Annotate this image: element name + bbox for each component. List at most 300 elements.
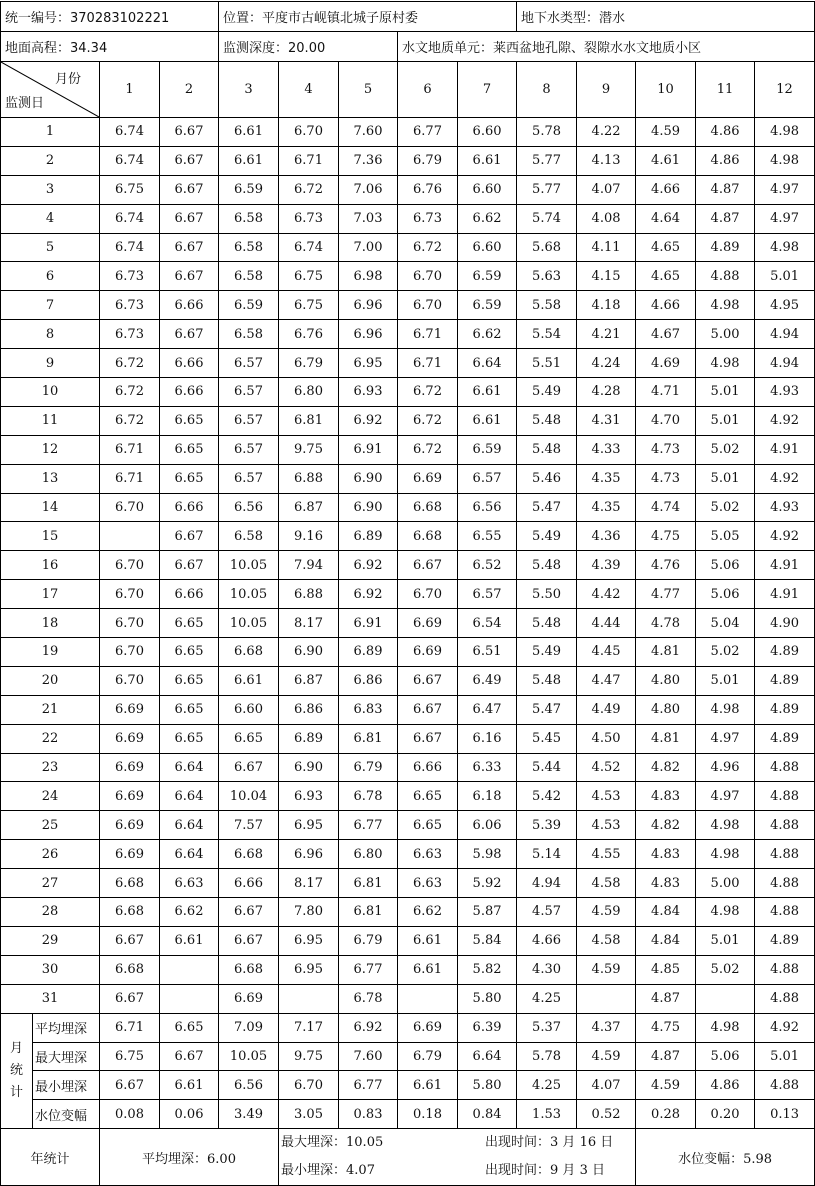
depth-cell: 4.25 bbox=[517, 984, 577, 1013]
annual-average: 平均埋深：6.00 bbox=[100, 1129, 279, 1186]
stat-cell: 4.87 bbox=[636, 1042, 696, 1071]
day-cell: 5 bbox=[1, 233, 100, 262]
depth-cell: 4.35 bbox=[577, 464, 636, 493]
depth-cell: 6.47 bbox=[458, 695, 517, 724]
stat-cell: 7.17 bbox=[279, 1013, 339, 1042]
depth-cell: 7.00 bbox=[339, 233, 398, 262]
depth-cell: 6.57 bbox=[219, 406, 279, 435]
depth-cell: 5.05 bbox=[696, 522, 755, 551]
depth-cell: 5.02 bbox=[696, 638, 755, 667]
depth-cell: 4.24 bbox=[577, 349, 636, 378]
depth-cell: 6.74 bbox=[100, 146, 160, 175]
depth-cell: 6.67 bbox=[160, 320, 219, 349]
depth-cell: 6.75 bbox=[279, 291, 339, 320]
depth-cell: 8.17 bbox=[279, 869, 339, 898]
month-header-7: 7 bbox=[458, 62, 517, 118]
depth-cell: 6.98 bbox=[339, 262, 398, 291]
table-row bbox=[1, 638, 815, 667]
monthly-stats-label bbox=[1, 1013, 33, 1129]
depth-cell: 5.50 bbox=[517, 580, 577, 609]
stat-cell: 0.06 bbox=[160, 1100, 219, 1129]
depth-cell: 6.63 bbox=[398, 869, 458, 898]
stat-cell: 0.08 bbox=[100, 1100, 160, 1129]
table-row bbox=[1, 782, 815, 811]
depth-cell: 6.58 bbox=[219, 204, 279, 233]
depth-cell: 6.67 bbox=[160, 262, 219, 291]
annual-min-time: 出现时间：9 月 3 日 bbox=[485, 1163, 605, 1179]
depth-cell: 6.87 bbox=[279, 666, 339, 695]
depth-cell: 6.66 bbox=[160, 580, 219, 609]
day-cell: 13 bbox=[1, 464, 100, 493]
stat-cell: 5.78 bbox=[517, 1042, 577, 1071]
table-row bbox=[1, 146, 815, 175]
depth-cell: 6.73 bbox=[100, 291, 160, 320]
depth-cell: 6.69 bbox=[100, 782, 160, 811]
depth-cell: 6.69 bbox=[398, 609, 458, 638]
stat-cell: 5.01 bbox=[755, 1042, 815, 1071]
day-cell: 9 bbox=[1, 349, 100, 378]
table-row bbox=[1, 955, 815, 984]
depth-cell: 6.77 bbox=[398, 118, 458, 147]
depth-cell: 4.92 bbox=[755, 464, 815, 493]
depth-cell: 5.44 bbox=[517, 753, 577, 782]
depth-cell: 4.07 bbox=[577, 175, 636, 204]
depth-cell: 5.01 bbox=[755, 262, 815, 291]
depth-cell: 4.57 bbox=[517, 898, 577, 927]
depth-cell: 4.88 bbox=[755, 898, 815, 927]
depth-cell: 6.96 bbox=[339, 320, 398, 349]
day-cell: 7 bbox=[1, 291, 100, 320]
annual-min-depth: 最小埋深：4.07 bbox=[281, 1163, 375, 1179]
depth-cell: 6.87 bbox=[279, 493, 339, 522]
depth-cell bbox=[160, 955, 219, 984]
depth-cell: 6.76 bbox=[279, 320, 339, 349]
depth-cell: 6.56 bbox=[219, 493, 279, 522]
depth-cell: 6.65 bbox=[160, 638, 219, 667]
depth-cell: 6.60 bbox=[458, 233, 517, 262]
depth-cell: 6.65 bbox=[160, 435, 219, 464]
depth-cell: 6.58 bbox=[219, 233, 279, 262]
monitoring-depth: 监测深度：20.00 bbox=[219, 32, 398, 62]
depth-cell: 4.45 bbox=[577, 638, 636, 667]
depth-cell: 6.63 bbox=[398, 840, 458, 869]
depth-cell: 4.98 bbox=[696, 695, 755, 724]
depth-cell: 6.80 bbox=[279, 378, 339, 407]
depth-cell: 4.53 bbox=[577, 782, 636, 811]
depth-cell: 4.42 bbox=[577, 580, 636, 609]
depth-cell: 4.94 bbox=[755, 320, 815, 349]
depth-cell: 6.86 bbox=[279, 695, 339, 724]
day-cell: 28 bbox=[1, 898, 100, 927]
depth-cell: 6.65 bbox=[160, 609, 219, 638]
stat-cell: 0.18 bbox=[398, 1100, 458, 1129]
depth-cell: 6.72 bbox=[100, 378, 160, 407]
depth-cell: 6.59 bbox=[458, 291, 517, 320]
stat-cell: 6.92 bbox=[339, 1013, 398, 1042]
depth-cell: 4.70 bbox=[636, 406, 696, 435]
depth-cell: 6.69 bbox=[100, 811, 160, 840]
depth-cell: 4.83 bbox=[636, 840, 696, 869]
day-cell: 17 bbox=[1, 580, 100, 609]
depth-cell: 6.66 bbox=[160, 291, 219, 320]
stat-cell: 4.59 bbox=[577, 1042, 636, 1071]
stat-cell: 6.61 bbox=[160, 1071, 219, 1100]
depth-cell: 6.95 bbox=[279, 811, 339, 840]
depth-cell: 6.89 bbox=[339, 522, 398, 551]
depth-cell: 4.75 bbox=[636, 522, 696, 551]
depth-cell: 6.67 bbox=[160, 175, 219, 204]
day-cell: 2 bbox=[1, 146, 100, 175]
depth-cell: 6.92 bbox=[339, 406, 398, 435]
depth-cell: 6.69 bbox=[100, 695, 160, 724]
depth-cell: 4.88 bbox=[755, 955, 815, 984]
depth-cell: 4.36 bbox=[577, 522, 636, 551]
depth-cell: 4.98 bbox=[696, 811, 755, 840]
depth-cell: 6.69 bbox=[398, 464, 458, 493]
stat-cell: 6.79 bbox=[398, 1042, 458, 1071]
depth-cell: 6.61 bbox=[458, 146, 517, 175]
depth-cell: 4.13 bbox=[577, 146, 636, 175]
depth-cell: 5.02 bbox=[696, 493, 755, 522]
depth-cell: 4.22 bbox=[577, 118, 636, 147]
depth-cell: 5.51 bbox=[517, 349, 577, 378]
day-cell: 23 bbox=[1, 753, 100, 782]
depth-cell: 4.61 bbox=[636, 146, 696, 175]
stat-cell: 6.77 bbox=[339, 1071, 398, 1100]
depth-cell: 6.69 bbox=[100, 724, 160, 753]
depth-cell: 4.58 bbox=[577, 869, 636, 898]
depth-cell: 4.98 bbox=[696, 898, 755, 927]
depth-cell: 4.52 bbox=[577, 753, 636, 782]
depth-cell: 4.11 bbox=[577, 233, 636, 262]
stat-cell: 0.83 bbox=[339, 1100, 398, 1129]
table-row bbox=[1, 435, 815, 464]
depth-cell: 5.00 bbox=[696, 869, 755, 898]
depth-cell: 6.79 bbox=[339, 753, 398, 782]
depth-cell: 5.01 bbox=[696, 406, 755, 435]
depth-cell: 6.74 bbox=[100, 118, 160, 147]
day-cell: 22 bbox=[1, 724, 100, 753]
depth-cell: 6.90 bbox=[279, 638, 339, 667]
depth-cell: 5.06 bbox=[696, 551, 755, 580]
depth-cell: 10.05 bbox=[219, 551, 279, 580]
depth-cell: 6.73 bbox=[398, 204, 458, 233]
depth-cell: 4.85 bbox=[636, 955, 696, 984]
day-cell: 18 bbox=[1, 609, 100, 638]
stat-cell: 5.37 bbox=[517, 1013, 577, 1042]
day-cell: 10 bbox=[1, 378, 100, 407]
depth-cell: 6.64 bbox=[458, 349, 517, 378]
depth-cell: 6.68 bbox=[219, 638, 279, 667]
depth-cell: 4.89 bbox=[755, 638, 815, 667]
depth-cell: 4.87 bbox=[696, 175, 755, 204]
table-row bbox=[1, 320, 815, 349]
corner-month-label: 月份 bbox=[54, 72, 81, 87]
stat-row bbox=[1, 1071, 815, 1100]
stat-cell: 0.28 bbox=[636, 1100, 696, 1129]
depth-cell: 4.94 bbox=[755, 349, 815, 378]
depth-cell bbox=[398, 984, 458, 1013]
depth-cell: 5.58 bbox=[517, 291, 577, 320]
depth-cell: 4.92 bbox=[755, 406, 815, 435]
station-id: 统一编号：370283102221 bbox=[1, 2, 219, 32]
stat-cell: 6.67 bbox=[160, 1042, 219, 1071]
stat-cell: 6.65 bbox=[160, 1013, 219, 1042]
stat-cell: 5.06 bbox=[696, 1042, 755, 1071]
table-row bbox=[1, 811, 815, 840]
stat-cell: 0.13 bbox=[755, 1100, 815, 1129]
depth-cell: 4.87 bbox=[636, 984, 696, 1013]
depth-cell: 6.18 bbox=[458, 782, 517, 811]
depth-cell: 4.88 bbox=[755, 811, 815, 840]
day-cell: 24 bbox=[1, 782, 100, 811]
depth-cell bbox=[100, 522, 160, 551]
depth-cell: 6.89 bbox=[339, 638, 398, 667]
depth-cell: 4.66 bbox=[517, 926, 577, 955]
depth-cell: 4.50 bbox=[577, 724, 636, 753]
depth-cell: 6.72 bbox=[398, 378, 458, 407]
table-row bbox=[1, 233, 815, 262]
day-cell: 30 bbox=[1, 955, 100, 984]
month-header-12: 12 bbox=[755, 62, 815, 118]
table-row bbox=[1, 204, 815, 233]
depth-cell: 6.69 bbox=[100, 840, 160, 869]
depth-cell: 6.33 bbox=[458, 753, 517, 782]
depth-cell: 5.02 bbox=[696, 435, 755, 464]
depth-cell: 10.05 bbox=[219, 580, 279, 609]
depth-cell: 6.95 bbox=[339, 349, 398, 378]
month-header-2: 2 bbox=[160, 62, 219, 118]
depth-cell: 6.67 bbox=[398, 695, 458, 724]
depth-cell: 4.97 bbox=[696, 782, 755, 811]
depth-cell: 4.65 bbox=[636, 262, 696, 291]
depth-cell: 6.72 bbox=[398, 406, 458, 435]
depth-cell: 6.61 bbox=[398, 955, 458, 984]
stat-cell: 4.86 bbox=[696, 1071, 755, 1100]
depth-cell: 7.57 bbox=[219, 811, 279, 840]
stat-cell: 6.75 bbox=[100, 1042, 160, 1071]
depth-cell: 6.61 bbox=[458, 406, 517, 435]
depth-cell: 6.61 bbox=[160, 926, 219, 955]
depth-cell: 5.48 bbox=[517, 406, 577, 435]
stat-cell: 6.64 bbox=[458, 1042, 517, 1071]
location: 位置：平度市古岘镇北城子原村委 bbox=[219, 2, 517, 32]
depth-cell: 4.58 bbox=[577, 926, 636, 955]
depth-cell: 6.69 bbox=[398, 638, 458, 667]
depth-cell: 4.78 bbox=[636, 609, 696, 638]
day-cell: 14 bbox=[1, 493, 100, 522]
depth-cell: 6.57 bbox=[458, 580, 517, 609]
depth-cell: 6.68 bbox=[398, 493, 458, 522]
depth-cell: 6.68 bbox=[100, 955, 160, 984]
depth-cell: 7.36 bbox=[339, 146, 398, 175]
depth-cell: 4.83 bbox=[636, 869, 696, 898]
month-header-4: 4 bbox=[279, 62, 339, 118]
depth-cell: 6.67 bbox=[219, 926, 279, 955]
depth-cell: 6.67 bbox=[100, 984, 160, 1013]
depth-cell: 6.70 bbox=[398, 291, 458, 320]
stat-cell: 0.52 bbox=[577, 1100, 636, 1129]
stat-cell: 6.39 bbox=[458, 1013, 517, 1042]
depth-cell: 5.48 bbox=[517, 666, 577, 695]
depth-cell: 6.72 bbox=[100, 349, 160, 378]
depth-cell: 6.93 bbox=[279, 782, 339, 811]
depth-cell: 4.82 bbox=[636, 811, 696, 840]
day-cell: 20 bbox=[1, 666, 100, 695]
depth-cell bbox=[160, 984, 219, 1013]
depth-cell: 6.73 bbox=[100, 262, 160, 291]
depth-cell: 6.71 bbox=[279, 146, 339, 175]
depth-cell: 6.79 bbox=[279, 349, 339, 378]
depth-cell: 5.77 bbox=[517, 175, 577, 204]
depth-cell: 6.06 bbox=[458, 811, 517, 840]
stat-cell: 4.88 bbox=[755, 1071, 815, 1100]
depth-cell: 10.05 bbox=[219, 609, 279, 638]
month-header-row bbox=[1, 62, 815, 118]
depth-cell: 4.88 bbox=[755, 869, 815, 898]
stat-cell: 10.05 bbox=[219, 1042, 279, 1071]
stat-cell: 5.80 bbox=[458, 1071, 517, 1100]
depth-cell: 6.74 bbox=[279, 233, 339, 262]
depth-cell: 4.98 bbox=[755, 118, 815, 147]
depth-cell bbox=[577, 984, 636, 1013]
depth-cell: 5.48 bbox=[517, 609, 577, 638]
day-cell: 1 bbox=[1, 118, 100, 147]
depth-cell: 4.59 bbox=[577, 955, 636, 984]
depth-cell: 6.72 bbox=[100, 406, 160, 435]
stat-cell: 4.75 bbox=[636, 1013, 696, 1042]
depth-cell: 5.48 bbox=[517, 551, 577, 580]
depth-cell: 6.66 bbox=[160, 349, 219, 378]
month-header-3: 3 bbox=[219, 62, 279, 118]
month-header-10: 10 bbox=[636, 62, 696, 118]
depth-cell: 6.70 bbox=[100, 580, 160, 609]
depth-cell: 4.35 bbox=[577, 493, 636, 522]
depth-cell: 4.97 bbox=[755, 204, 815, 233]
depth-cell: 6.65 bbox=[398, 811, 458, 840]
groundwater-depth-table bbox=[0, 1, 815, 1186]
depth-cell: 4.97 bbox=[755, 175, 815, 204]
depth-cell: 6.58 bbox=[219, 320, 279, 349]
stat-cell: 6.56 bbox=[219, 1071, 279, 1100]
depth-cell: 4.89 bbox=[755, 666, 815, 695]
depth-cell: 6.55 bbox=[458, 522, 517, 551]
depth-cell: 6.16 bbox=[458, 724, 517, 753]
depth-cell: 10.04 bbox=[219, 782, 279, 811]
depth-cell: 6.77 bbox=[339, 955, 398, 984]
depth-cell: 6.65 bbox=[160, 464, 219, 493]
depth-cell: 6.76 bbox=[398, 175, 458, 204]
depth-cell: 6.67 bbox=[160, 522, 219, 551]
depth-cell: 6.69 bbox=[100, 753, 160, 782]
depth-cell: 6.62 bbox=[458, 320, 517, 349]
depth-cell: 6.54 bbox=[458, 609, 517, 638]
annual-range: 水位变幅：5.98 bbox=[636, 1129, 815, 1186]
depth-cell: 6.57 bbox=[219, 378, 279, 407]
depth-cell: 4.88 bbox=[755, 782, 815, 811]
table-row bbox=[1, 869, 815, 898]
depth-cell: 5.63 bbox=[517, 262, 577, 291]
depth-cell: 5.04 bbox=[696, 609, 755, 638]
depth-cell: 4.91 bbox=[755, 551, 815, 580]
day-cell: 16 bbox=[1, 551, 100, 580]
depth-cell: 6.70 bbox=[100, 493, 160, 522]
day-cell: 4 bbox=[1, 204, 100, 233]
depth-cell: 4.82 bbox=[636, 753, 696, 782]
depth-cell: 6.70 bbox=[100, 638, 160, 667]
depth-cell: 6.61 bbox=[398, 926, 458, 955]
depth-cell: 6.96 bbox=[339, 291, 398, 320]
stat-label: 水位变幅 bbox=[33, 1100, 100, 1129]
depth-cell: 5.49 bbox=[517, 522, 577, 551]
depth-cell: 6.72 bbox=[398, 435, 458, 464]
depth-cell: 6.57 bbox=[219, 435, 279, 464]
day-cell: 26 bbox=[1, 840, 100, 869]
depth-cell: 6.77 bbox=[339, 811, 398, 840]
depth-cell: 6.81 bbox=[279, 406, 339, 435]
depth-cell: 6.65 bbox=[398, 782, 458, 811]
depth-cell: 6.73 bbox=[100, 320, 160, 349]
table-row bbox=[1, 753, 815, 782]
depth-cell: 4.92 bbox=[755, 522, 815, 551]
depth-cell: 6.68 bbox=[100, 869, 160, 898]
depth-cell: 4.65 bbox=[636, 233, 696, 262]
depth-cell: 4.98 bbox=[696, 840, 755, 869]
depth-cell: 6.90 bbox=[279, 753, 339, 782]
depth-cell: 4.44 bbox=[577, 609, 636, 638]
depth-cell: 4.97 bbox=[696, 724, 755, 753]
table-row bbox=[1, 609, 815, 638]
day-cell: 25 bbox=[1, 811, 100, 840]
depth-cell: 5.14 bbox=[517, 840, 577, 869]
stat-cell: 4.92 bbox=[755, 1013, 815, 1042]
depth-cell: 4.89 bbox=[696, 233, 755, 262]
stat-row bbox=[1, 1013, 815, 1042]
table-row bbox=[1, 666, 815, 695]
depth-cell: 4.15 bbox=[577, 262, 636, 291]
depth-cell: 4.81 bbox=[636, 724, 696, 753]
depth-cell: 6.89 bbox=[279, 724, 339, 753]
depth-cell: 6.71 bbox=[100, 435, 160, 464]
groundwater-type: 地下水类型：潜水 bbox=[517, 2, 815, 32]
stat-cell: 3.05 bbox=[279, 1100, 339, 1129]
depth-cell: 4.76 bbox=[636, 551, 696, 580]
depth-cell: 5.87 bbox=[458, 898, 517, 927]
depth-cell: 6.61 bbox=[219, 118, 279, 147]
depth-cell: 9.16 bbox=[279, 522, 339, 551]
corner-cell bbox=[1, 62, 100, 118]
depth-cell: 5.01 bbox=[696, 666, 755, 695]
depth-cell: 4.89 bbox=[755, 724, 815, 753]
depth-cell: 4.08 bbox=[577, 204, 636, 233]
depth-cell: 6.60 bbox=[458, 175, 517, 204]
depth-cell: 6.67 bbox=[398, 551, 458, 580]
annual-extremes bbox=[279, 1129, 636, 1186]
depth-cell: 6.79 bbox=[398, 146, 458, 175]
depth-cell: 4.81 bbox=[636, 638, 696, 667]
depth-cell: 4.18 bbox=[577, 291, 636, 320]
month-header-9: 9 bbox=[577, 62, 636, 118]
depth-cell: 6.60 bbox=[219, 695, 279, 724]
day-cell: 19 bbox=[1, 638, 100, 667]
stat-cell: 3.49 bbox=[219, 1100, 279, 1129]
depth-cell: 6.88 bbox=[279, 580, 339, 609]
depth-cell: 4.64 bbox=[636, 204, 696, 233]
month-header-11: 11 bbox=[696, 62, 755, 118]
depth-cell: 6.64 bbox=[160, 753, 219, 782]
depth-cell: 6.91 bbox=[339, 609, 398, 638]
depth-cell: 6.62 bbox=[398, 898, 458, 927]
